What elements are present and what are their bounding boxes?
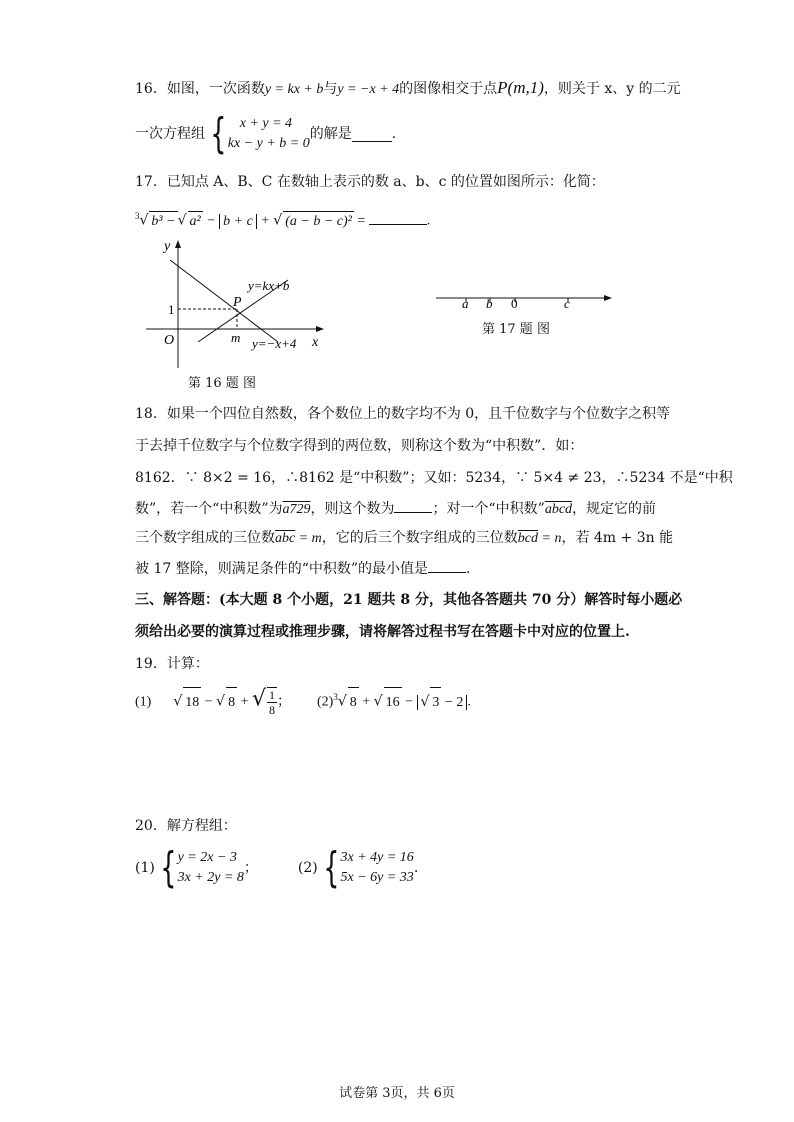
q17-op1: − <box>202 213 220 229</box>
q18-blank2 <box>428 558 466 573</box>
fig17-caption: 第 17 题 图 <box>482 322 550 337</box>
fig17-label-0: 0 <box>511 296 518 311</box>
q17-cbrt-b3: b³ − <box>149 211 177 232</box>
q19-frac-den: 8 <box>269 702 276 717</box>
q19-sqrt3: 3 <box>430 687 441 718</box>
q16-sys-eq1: x + y = 4 <box>239 116 293 131</box>
q17-equals: = <box>353 213 369 229</box>
q19-p1-label: (1) <box>135 694 152 710</box>
q20-p2-brace: { <box>323 843 340 892</box>
fig16-label-o: O <box>164 333 175 348</box>
q18-line5 <box>135 528 673 549</box>
q18-l5d: ，它的后三个数字组成的三位数 <box>321 530 518 546</box>
fig17-arrow <box>604 295 612 301</box>
q20-p1-system <box>178 848 244 888</box>
q20-p2-eq1: 3x + 4y = 16 <box>340 850 414 865</box>
q17-expression: $^3$√ b³ −√ a² − b + c + √ (a − b − c)² = . <box>135 206 430 232</box>
q17-sqrt-a2: a² <box>188 211 203 232</box>
q20-p2-label: (2) <box>297 860 318 876</box>
figure-17 <box>430 284 620 320</box>
fig16-label-y: y <box>164 239 171 254</box>
q17-line1 <box>135 172 605 192</box>
q20-parts <box>135 843 419 892</box>
q16-end: . <box>391 126 397 142</box>
fig16-label-line2: y=−x+4 <box>252 336 297 351</box>
q17-abs: b + c <box>219 214 257 229</box>
q16-point: P(m,1) <box>497 78 544 97</box>
q20-p1-eq1: y = 2x − 3 <box>177 850 237 865</box>
q18-l4d: ；对一个“中积数” <box>432 501 545 517</box>
q20-p2-eq2: 5x − 6y = 33 <box>340 870 414 885</box>
q20-p1-eq2: 3x + 2y = 8 <box>177 870 244 885</box>
q16-suffix: ，则关于 x、y 的二元 <box>543 81 681 97</box>
fig16-label-p: P <box>233 295 242 310</box>
q18-abc: $\overline{abc}$ <box>275 531 296 546</box>
fig16-label-x: x <box>312 335 319 350</box>
q19-p2-label: (2) <box>317 694 334 710</box>
q18-l6a: 被 17 整除，则满足条件的“中积数”的最小值是 <box>135 561 429 577</box>
q19-p1-op2: + <box>237 694 252 710</box>
fig16-x-arrow <box>316 326 324 332</box>
q20-title: 20．解方程组： <box>135 818 237 834</box>
q17-op2: + <box>256 213 274 229</box>
fig16-caption: 第 16 题 图 <box>188 376 256 391</box>
q19-sqrt8: 8 <box>226 687 237 718</box>
q18-l4a: 数”，若一个“中积数”为 <box>135 501 283 517</box>
figure-16 <box>140 236 340 376</box>
q18-bcd: $\overline{bcd}$ <box>517 531 538 546</box>
q16-eq2: y = −x + 4 <box>337 82 400 97</box>
q19-frac <box>267 688 277 717</box>
fig16-label-m: m <box>231 330 241 345</box>
q16-prefix: 16．如图，一次函数 <box>135 81 265 97</box>
q18-abcd: abcd <box>544 502 573 517</box>
q18-line6 <box>135 558 470 579</box>
q19-parts: (1) √ 18 − √ 8 + √ $\frac{1}{8}$ ； $(2)^3√$ 8 + √ 16 − √ 3 − 2 . <box>135 686 471 717</box>
q17-answer-blank <box>369 210 427 225</box>
q16-mid: 与 <box>323 81 338 97</box>
q18-l4f: ，规定它的前 <box>572 501 657 517</box>
q18-l5g: ，若 4m + 3n 能 <box>561 530 674 546</box>
q16-line2-prefix: 一次方程组 <box>135 126 205 142</box>
q16-system <box>228 114 310 154</box>
q16-line2 <box>135 109 397 158</box>
q16-mid2: 的图像相交于点 <box>399 81 498 97</box>
fig16-y-arrow <box>175 240 181 248</box>
q19-abs: √ 3 − 2 <box>417 695 468 710</box>
q19-p1-op1: − <box>201 694 217 710</box>
q20-p1-label: (1) <box>135 860 155 876</box>
q19-p2-op2: − <box>401 694 417 710</box>
q19-cbrt8: 8 <box>348 687 359 718</box>
q19-p1-end: ； <box>277 694 292 710</box>
q18-line2: 于去掉千位数字与个位数字得到的两位数，则称这个数为“中积数”．如： <box>135 438 584 454</box>
fig17-label-c: c <box>564 296 570 311</box>
q19-p2-op1: + <box>358 694 374 710</box>
q19-sqrt18: 18 <box>183 687 201 718</box>
q20-p2-end: . <box>413 860 419 876</box>
q19-sqrt16: 16 <box>384 687 402 718</box>
section3-line1: 三、解答题：(本大题 8 个小题，21 题共 8 分，其他各答题共 70 分）解答时每小题必 <box>135 592 683 608</box>
q18-line4 <box>135 498 656 520</box>
q18-l6b: . <box>466 561 471 577</box>
q19-abs-rest: − 2 <box>441 694 464 710</box>
fig16-label-line1: y=kx+b <box>248 278 290 293</box>
q19-frac-num: 1 <box>269 687 276 702</box>
q18-l4c: ，则这个数为 <box>310 501 395 517</box>
q18-line1: 18．如果一个四位自然数，各个数位上的数字均不为 0，且千位数字与个位数字之积等 <box>135 406 671 422</box>
q18-line3: 8162．∵ 8×2 = 16，∴8162 是“中积数”；又如：5234，∵ 5×4 ≠ 23，∴5234 不是“中积 <box>135 470 733 486</box>
q19-title: 19．计算： <box>135 656 209 672</box>
fig17-label-a: a <box>462 296 469 311</box>
q20-p2-system <box>340 848 413 888</box>
q17-text: 17．已知点 A、B、C 在数轴上表示的数 a、b、c 的位置如图所示：化简： <box>135 174 605 190</box>
q18-blank1 <box>394 498 432 513</box>
q16-line1 <box>135 78 681 100</box>
q16-answer-blank <box>352 127 392 142</box>
q18-l5a: 三个数字组成的三位数 <box>135 530 275 546</box>
fig16-line-neg <box>170 260 278 342</box>
q16-sys-eq2: kx − y + b = 0 <box>227 136 310 151</box>
page-footer: 试卷第 3页，共 6页 <box>339 1086 455 1101</box>
q18-eq-n: = n <box>538 531 562 546</box>
fig16-label-one: 1 <box>168 302 175 317</box>
q18-eq-m: = m <box>295 531 322 546</box>
q16-line2-suffix: 的解是 <box>309 126 352 142</box>
q16-eq1: y = kx + b <box>264 82 324 97</box>
q20-p1-brace: { <box>160 843 177 892</box>
fig17-label-b: b <box>486 296 493 311</box>
q19-p2-end: . <box>467 694 471 710</box>
q17-end: . <box>426 213 431 229</box>
q17-sqrt-expr: (a − b − c)² <box>283 211 354 232</box>
q20-p1-end: ； <box>243 860 258 876</box>
section3-line2: 须给出必要的演算过程或推理步骤，请将解答过程书写在答题卡中对应的位置上. <box>135 624 630 640</box>
q18-a729: a729 <box>282 502 311 517</box>
q16-brace: { <box>210 109 227 158</box>
